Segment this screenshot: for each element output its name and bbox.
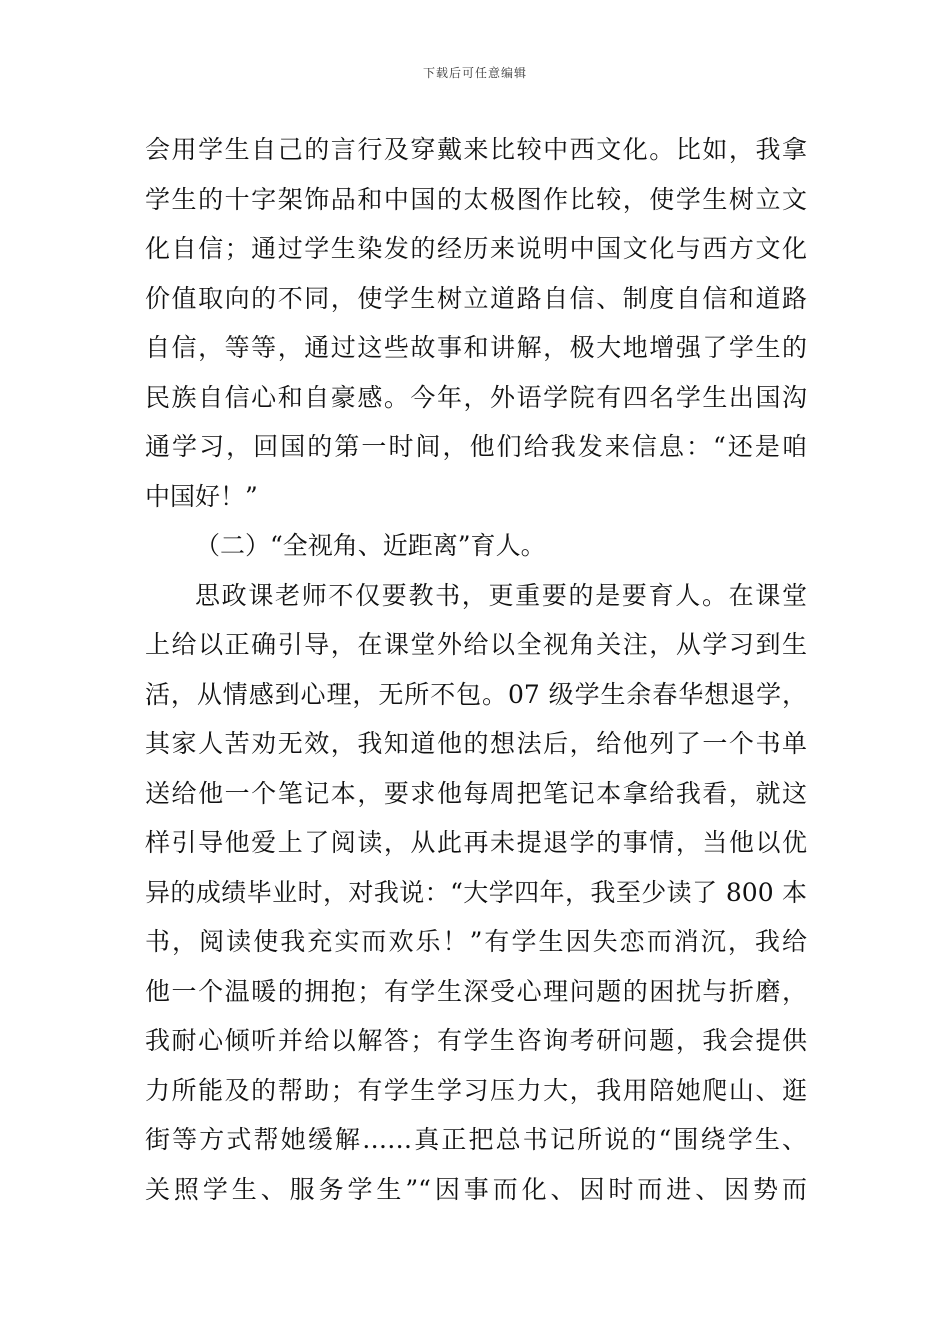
text-line: 通学习，回国的第一时间，他们给我发来信息：“还是咱 (145, 432, 807, 461)
text-line: 书，阅读使我充实而欢乐！”有学生因失恋而消沉，我给 (145, 927, 807, 956)
text-line: 价值取向的不同，使学生树立道路自信、制度自信和道路 (145, 283, 807, 313)
text-line: 关照学生、服务学生”“因事而化、因时而进、因势而 (145, 1174, 807, 1204)
text-line: 我耐心倾听并给以解答；有学生咨询考研问题，我会提供 (145, 1026, 807, 1055)
text-line: 样引导他爱上了阅读，从此再未提退学的事情，当他以优 (145, 828, 807, 857)
text-line: 上给以正确引导，在课堂外给以全视角关注，从学习到生 (145, 630, 807, 659)
document-body (145, 125, 807, 1214)
text-line: 其家人苦劝无效，我知道他的想法后，给他列了一个书单 (145, 729, 807, 758)
page-header: 下载后可任意编辑 (422, 66, 527, 80)
text-line: 化自信；通过学生染发的经历来说明中国文化与西方文化 (145, 234, 807, 263)
text-line: 中国好！” (145, 481, 258, 511)
text-line: 民族自信心和自豪感。今年，外语学院有四名学生出国沟 (145, 382, 807, 412)
text-line: 街等方式帮她缓解……真正把总书记所说的“围绕学生、 (145, 1125, 807, 1154)
section-heading: （二）“全视角、近距离”育人。 (195, 531, 546, 560)
text-line: 力所能及的帮助；有学生学习压力大，我用陪她爬山、逛 (145, 1075, 807, 1105)
text-line: 自信，等等，通过这些故事和讲解，极大地增强了学生的 (145, 333, 807, 362)
text-line: 送给他一个笔记本，要求他每周把笔记本拿给我看，就这 (145, 778, 807, 808)
text-line: 学生的十字架饰品和中国的太极图作比较，使学生树立文 (145, 184, 807, 214)
text-line: 活，从情感到心理，无所不包。07 级学生余春华想退学， (145, 679, 807, 709)
text-line: 他一个温暖的拥抱；有学生深受心理问题的困扰与折磨， (145, 976, 807, 1006)
text-line: 会用学生自己的言行及穿戴来比较中西文化。比如，我拿 (145, 135, 807, 164)
text-line: 异的成绩毕业时，对我说：“大学四年，我至少读了 800 本 (145, 877, 807, 907)
text-line: 思政课老师不仅要教书，更重要的是要育人。在课堂 (195, 580, 807, 610)
